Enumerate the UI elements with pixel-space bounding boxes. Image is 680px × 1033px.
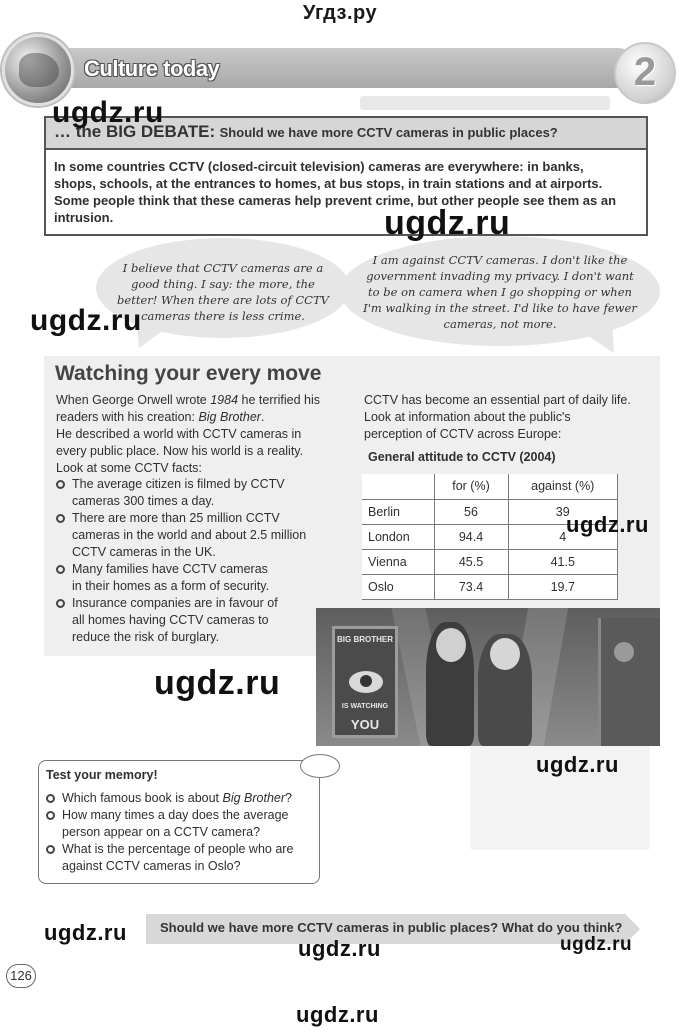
question-line: against CCTV cameras in Oslo? (62, 859, 241, 873)
intro-text: readers with his creation: (56, 410, 199, 424)
section-title: Culture today (84, 56, 220, 81)
article-title: Watching your every move (55, 362, 322, 385)
fact-line: Many families have CCTV cameras (72, 562, 268, 576)
bubble-right-text (356, 252, 644, 332)
fact-line: in their homes as a form of security. (72, 579, 270, 593)
bubble-line: to be on camera when I go shopping or when (368, 285, 632, 299)
fact-item (56, 561, 346, 595)
watermark: ugdz.ru (560, 934, 633, 955)
watermark: ugdz.ru (154, 664, 281, 702)
table-cell-against: 41.5 (508, 549, 618, 574)
discussion-question: Should we have more CCTV cameras in public places? What do you think? (160, 920, 623, 935)
bubble-line: better! When there are lots of CCTV (117, 293, 329, 307)
fact-line: Insurance companies are in favour of (72, 596, 278, 610)
fact-line: cameras 300 times a day. (72, 494, 215, 508)
watermark: ugdz.ru (298, 936, 381, 961)
article-right-intro (364, 392, 654, 443)
question-item (46, 841, 316, 875)
fact-line: There are more than 25 million CCTV (72, 511, 280, 525)
fact-item (56, 510, 346, 561)
debate-line: intrusion. (54, 210, 114, 225)
show-through (360, 96, 610, 110)
fact-line: cameras in the world and about 2.5 million (72, 528, 307, 542)
eye-icon (349, 671, 383, 693)
intro-text: When George Orwell wrote (56, 393, 211, 407)
table-cell-for: 45.5 (434, 549, 508, 574)
table-cell-against: 19.7 (508, 574, 618, 599)
table-cell-for: 56 (434, 499, 508, 524)
question-text: ? (285, 791, 292, 805)
article-intro (56, 392, 356, 477)
poster-line: YOU (350, 717, 380, 732)
watermark: ugdz.ru (52, 96, 164, 129)
big-brother-poster (332, 626, 398, 738)
table-cell-city: Vienna (362, 549, 434, 574)
table-row (362, 549, 618, 574)
building-wall (598, 618, 660, 746)
bubble-line: I believe that CCTV cameras are a (122, 261, 324, 275)
bubble-line: I'm walking in the street. I'd like to have fewer (363, 301, 637, 315)
memory-questions (46, 790, 316, 875)
cartoon-illustration (316, 608, 660, 746)
debate-body (54, 158, 640, 226)
intro-text: he terrified his (238, 393, 321, 407)
table-cell-for: 73.4 (434, 574, 508, 599)
table-cell-for: 94.4 (434, 524, 508, 549)
debate-line: shops, schools, at the entrances to homes, at bus stops, in train stations and at airports. (54, 176, 603, 191)
debate-box (44, 116, 648, 236)
intro-line (56, 409, 356, 426)
watermark: ugdz.ru (296, 1002, 379, 1027)
fact-item (56, 595, 346, 646)
bubble-left-text (112, 260, 334, 324)
watermark: ugdz.ru (44, 920, 127, 945)
intro-line: He described a world with CCTV cameras in (56, 427, 302, 441)
memory-title: Test your memory! (46, 768, 158, 782)
intro-line (56, 392, 356, 409)
table-header-cell (362, 474, 434, 499)
bullet-icon (46, 794, 55, 803)
bubble-line: cameras there is less crime. (141, 309, 305, 323)
thought-cloud-icon (300, 754, 340, 778)
poster-line: IS WATCHING (341, 703, 389, 710)
site-title: Угдз.ру (302, 2, 378, 24)
watermark: ugdz.ru (384, 204, 511, 242)
unit-number: 2 (633, 50, 657, 94)
bubble-line: good thing. I say: the more, the (131, 277, 315, 291)
bubble-line: government invading my privacy. I don't want (366, 269, 634, 283)
facts-list (56, 476, 346, 646)
intro-line: every public place. Now his world is a reality. (56, 444, 304, 458)
intro-text: . (260, 410, 265, 424)
bullet-icon (56, 480, 65, 489)
intro-line: Look at information about the public's (364, 410, 571, 424)
fact-line: all homes having CCTV cameras to (72, 613, 269, 627)
fact-line: CCTV cameras in the UK. (72, 545, 216, 559)
question-text: Which famous book is about (62, 791, 223, 805)
intro-line: perception of CCTV across Europe: (364, 427, 562, 441)
question-line (62, 790, 316, 807)
intro-line: CCTV has become an essential part of daily life. (364, 393, 631, 407)
table-header-row (362, 474, 618, 499)
table-cell-city: Berlin (362, 499, 434, 524)
question-line: person appear on a CCTV camera? (62, 825, 261, 839)
page-number: 126 (6, 964, 36, 988)
bubble-line: cameras, not more. (443, 317, 557, 331)
table-cell-against: 39 (508, 499, 618, 524)
bullet-icon (46, 811, 55, 820)
table-row (362, 574, 618, 599)
table-header-cell: for (%) (434, 474, 508, 499)
debate-lead: … the BIG DEBATE: (54, 122, 216, 141)
camera-icon (614, 642, 634, 662)
intro-line: Look at some CCTV facts: (56, 461, 202, 475)
bubble-line: I am against CCTV cameras. I don't like the (372, 253, 628, 267)
debate-line: Some people think that these cameras help prevent crime, but other people see them as an (54, 193, 617, 208)
boy-face (490, 638, 520, 670)
watermark: ugdz.ru (566, 512, 649, 537)
watermark: ugdz.ru (30, 304, 142, 337)
book-title: Big Brother (198, 410, 261, 424)
fact-line: reduce the risk of burglary. (72, 630, 220, 644)
question-item (46, 807, 316, 841)
question-item (46, 790, 316, 807)
table-title: General attitude to CCTV (2004) (368, 450, 556, 464)
fact-item (56, 476, 346, 510)
question-line: What is the percentage of people who are (62, 842, 294, 856)
watermark: ugdz.ru (536, 752, 619, 777)
bullet-icon (56, 565, 65, 574)
debate-question: Should we have more CCTV cameras in public places? (219, 125, 558, 140)
table-cell-city: London (362, 524, 434, 549)
unit-badge (614, 42, 676, 104)
table-cell-city: Oslo (362, 574, 434, 599)
debate-line: In some countries CCTV (closed-circuit television) cameras are everywhere: in banks, (54, 159, 584, 174)
table-header-cell: against (%) (508, 474, 618, 499)
bullet-icon (56, 514, 65, 523)
book-title: 1984 (210, 393, 239, 407)
fact-line: The average citizen is filmed by CCTV (72, 477, 285, 491)
poster-line: BIG BROTHER (337, 635, 393, 644)
book-title: Big Brother (222, 791, 286, 805)
table-cell-against: 4 (508, 524, 618, 549)
question-line: How many times a day does the average (62, 808, 289, 822)
girl-face (436, 628, 466, 662)
bullet-icon (56, 599, 65, 608)
bullet-icon (46, 845, 55, 854)
